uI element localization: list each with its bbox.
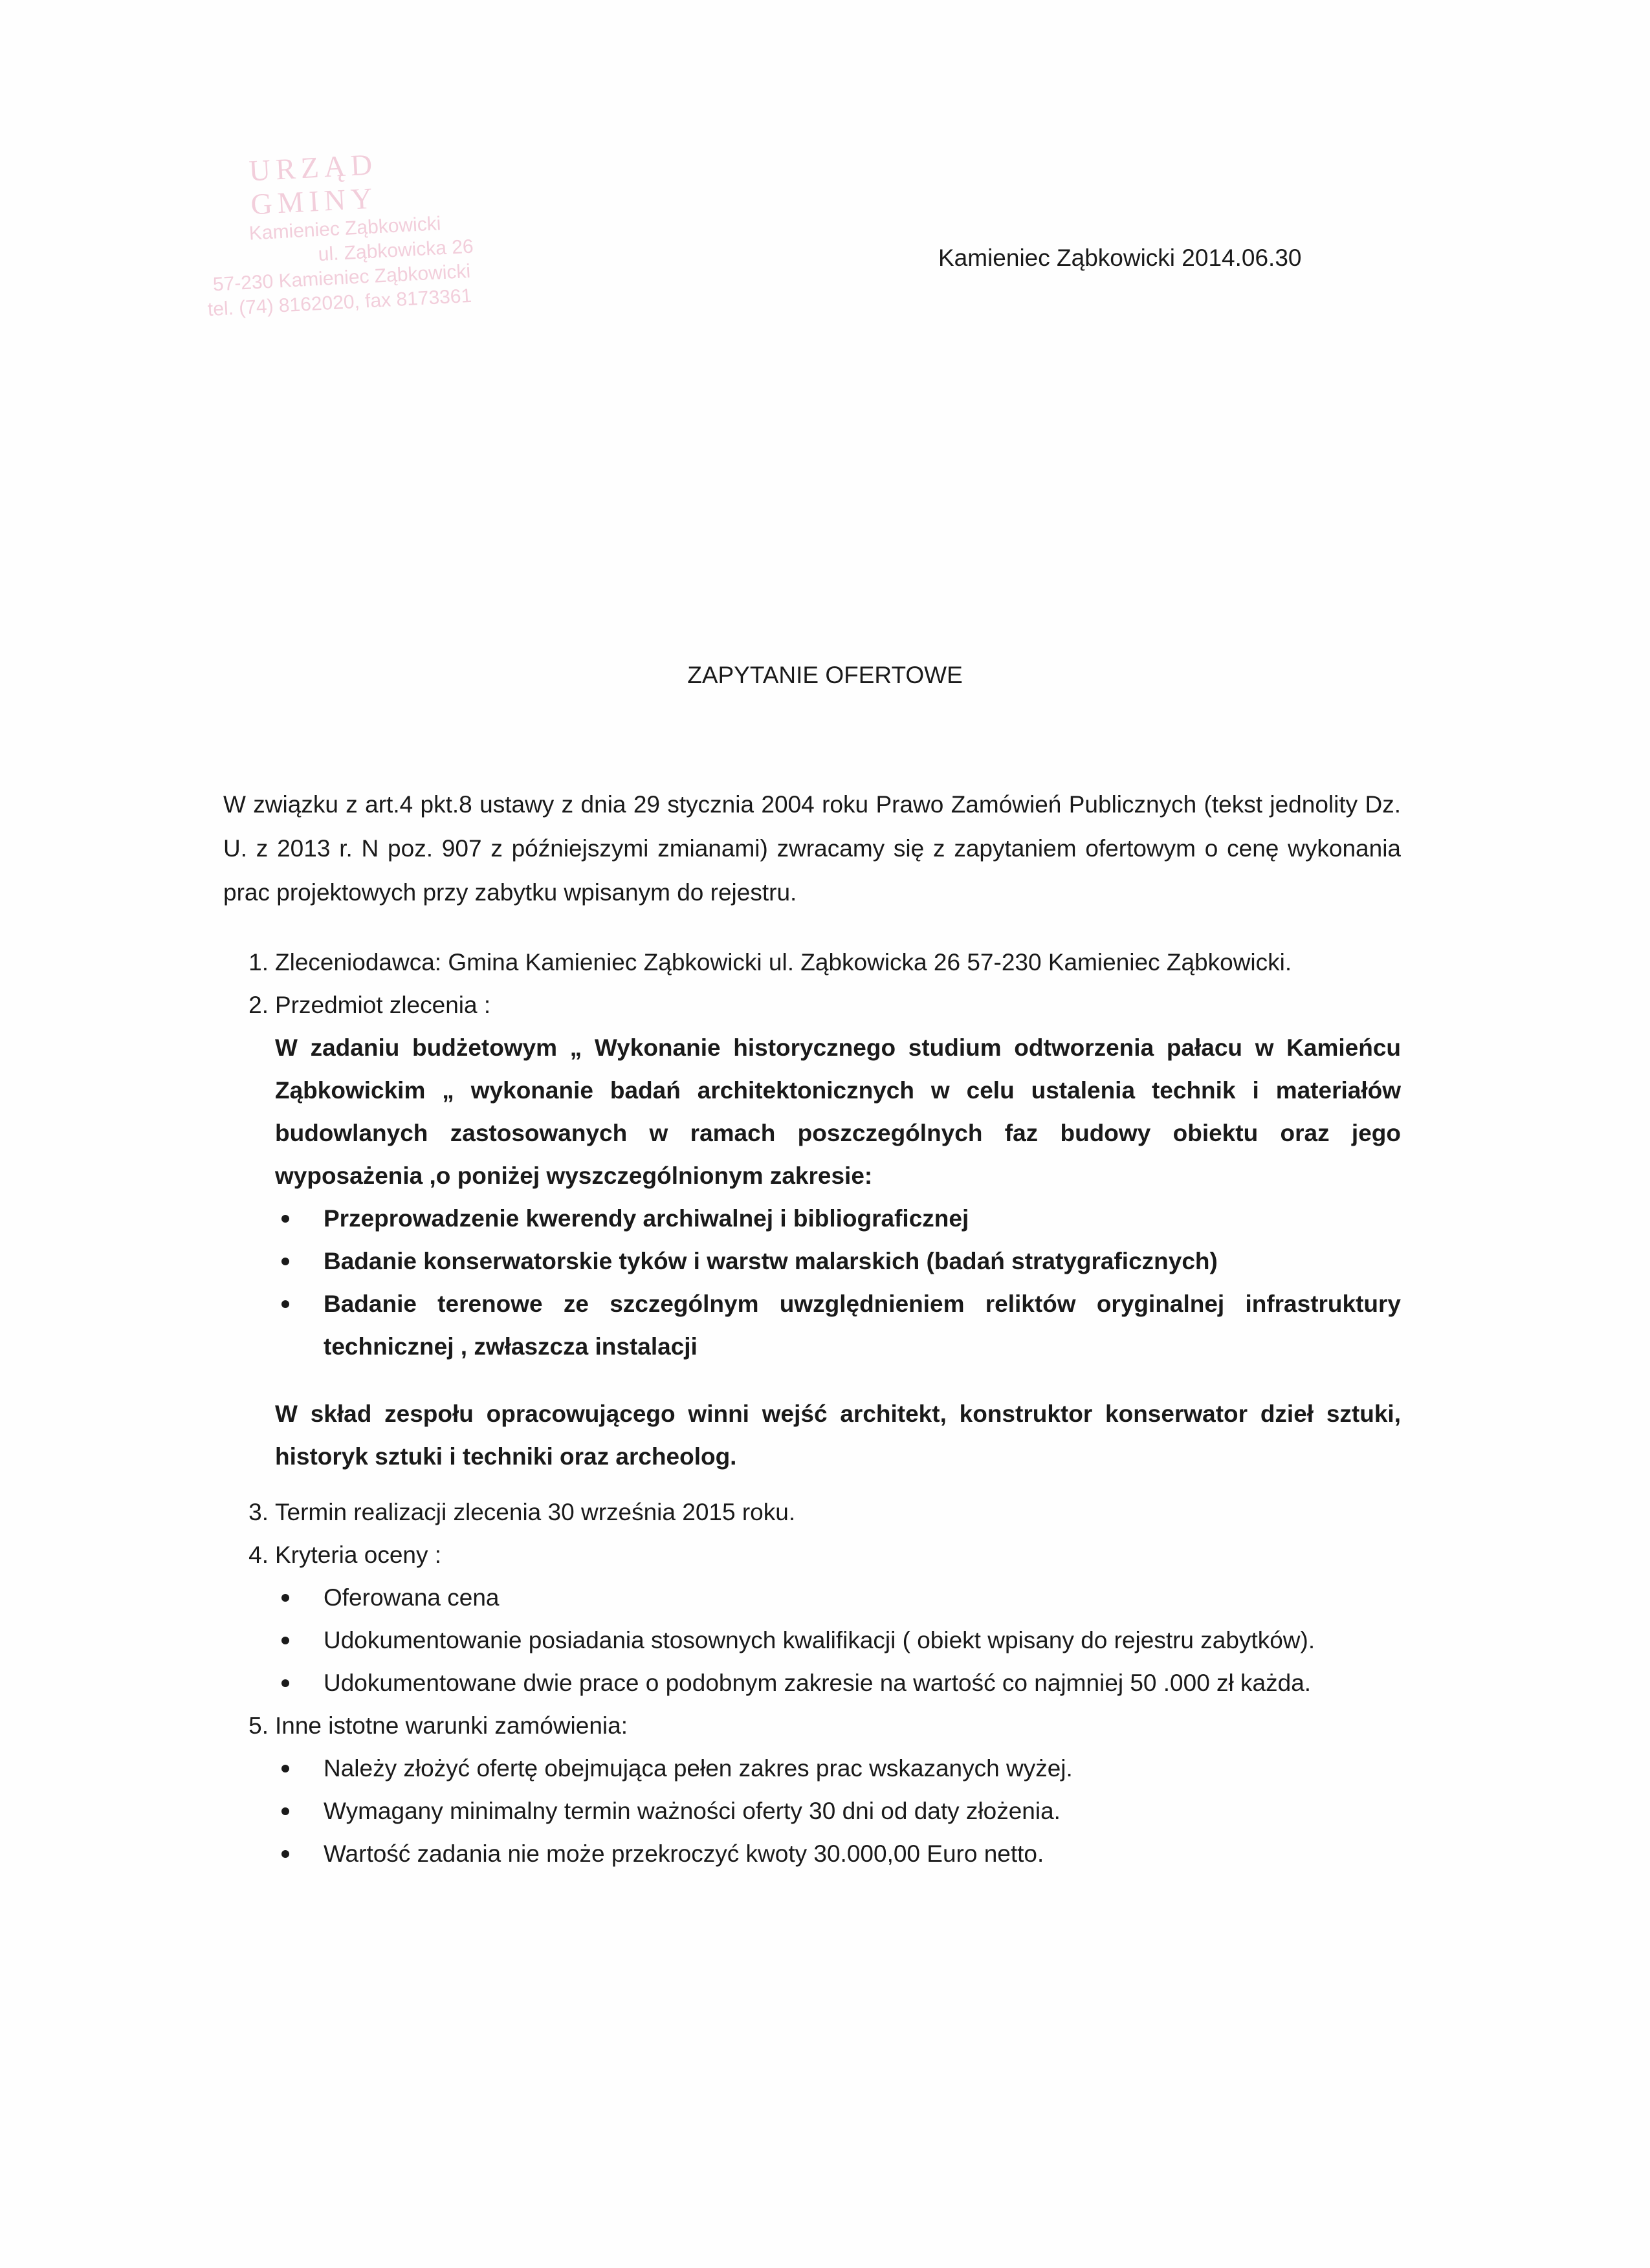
bullet-text: Badanie konserwatorskie tyków i warstw malarskich (badań stratygraficznych) (324, 1248, 1218, 1274)
item-heading: Kryteria oceny : (275, 1542, 442, 1568)
bullet-dot (281, 1637, 289, 1644)
team-requirement: W skład zespołu opracowującego winni wejść architekt, konstruktor konserwator dzieł sztuki, historyk sztuki i techniki oraz archeolog. (275, 1401, 1401, 1470)
place-and-date: Kamieniec Ząbkowicki 2014.06.30 (938, 245, 1302, 271)
bullet-item (223, 1240, 1401, 1283)
numbered-list (223, 941, 1401, 1875)
bullet-item (223, 1833, 1401, 1875)
stamp-line: 57-230 Kamieniec Ząbkowicki (212, 260, 471, 296)
bullet-dot (281, 1765, 289, 1772)
bullet-text: Należy złożyć ofertę obejmująca pełen zakres prac wskazanych wyżej. (324, 1755, 1073, 1782)
item-number: 2. (248, 992, 269, 1018)
item-number: 1. (248, 949, 269, 976)
task-description: W zadaniu budżetowym „ Wykonanie historycznego studium odtworzenia pałacu w Kamieńcu Ząbkowickim „ wykonanie badań architektonicznych w celu ustalenia technik i materiałów budowlanych zastosowanych w ramach poszczególnych faz budowy obiektu oraz jego wyposażenia ,o poniżej wyszczególnionym zakresie: (275, 1034, 1401, 1189)
document-title: ZAPYTANIE OFERTOWE (687, 662, 963, 688)
bullet-item (223, 1197, 1401, 1240)
item-heading: Przedmiot zlecenia : (275, 992, 491, 1018)
criteria-bullets (223, 1576, 1401, 1705)
item-text: Termin realizacji zlecenia 30 września 2015 roku. (275, 1499, 796, 1525)
bullet-text: Udokumentowanie posiadania stosownych kwalifikacji ( obiekt wpisany do rejestru zabytków). (324, 1627, 1315, 1653)
bullet-item (223, 1662, 1401, 1705)
bullet-dot (281, 1300, 289, 1308)
bullet-dot (281, 1679, 289, 1687)
bullet-text: Udokumentowane dwie prace o podobnym zakresie na wartość co najmniej 50 .000 zł każda. (324, 1670, 1312, 1696)
item-heading: Inne istotne warunki zamówienia: (275, 1712, 628, 1739)
scope-bullets (223, 1197, 1401, 1368)
stamp-title: URZĄD GMINY (248, 147, 379, 221)
conditions-bullets (223, 1747, 1401, 1875)
stamp-line: ul. Ząbkowicka 26 (317, 235, 474, 266)
bullet-text: Wymagany minimalny termin ważności oferty 30 dni od daty złożenia. (324, 1798, 1061, 1824)
bullet-text: Wartość zadania nie może przekroczyć kwoty 30.000,00 Euro netto. (324, 1840, 1044, 1867)
list-item-3 (223, 1491, 1401, 1534)
intro-paragraph (223, 783, 1401, 915)
bullet-item (223, 1619, 1401, 1662)
bullet-dot (281, 1215, 289, 1223)
stamp-line: Kamieniec Ząbkowicki (248, 213, 442, 245)
bullet-text: Przeprowadzenie kwerendy archiwalnej i bibliograficznej (324, 1205, 969, 1232)
bullet-text: Oferowana cena (324, 1584, 500, 1611)
bullet-item (223, 1283, 1401, 1368)
stamp-line: tel. (74) 8162020, fax 8173361 (207, 285, 472, 321)
office-stamp (200, 141, 512, 322)
bullet-dot (281, 1850, 289, 1858)
item-text: Zleceniodawca: Gmina Kamieniec Ząbkowicki ul. Ząbkowicka 26 57-230 Kamieniec Ząbkowicki. (275, 949, 1292, 976)
bullet-item (223, 1790, 1401, 1833)
item-number: 5. (248, 1712, 269, 1739)
bullet-dot (281, 1807, 289, 1815)
bullet-dot (281, 1258, 289, 1265)
bullet-text: Badanie terenowe ze szczególnym uwzględnieniem reliktów oryginalnej infrastruktury technicznej , zwłaszcza instalacji (324, 1291, 1401, 1360)
bullet-item (223, 1576, 1401, 1619)
intro-text: W związku z art.4 pkt.8 ustawy z dnia 29 stycznia 2004 roku Prawo Zamówień Publicznych (tekst jednolity Dz. U. z 2013 r. N poz. 907 z późniejszymi zmianami) zwracamy się z zapytaniem ofertowym o cenę wykonania prac projektowych przy zabytku wpisanym do rejestru. (223, 791, 1401, 906)
item-number: 3. (248, 1499, 269, 1525)
bullet-item (223, 1747, 1401, 1790)
list-item-5 (223, 1705, 1401, 1747)
list-item-2 (223, 984, 1401, 1197)
bullet-dot (281, 1594, 289, 1602)
list-item-4 (223, 1534, 1401, 1576)
list-item-1 (223, 941, 1401, 984)
item-number: 4. (248, 1542, 269, 1568)
